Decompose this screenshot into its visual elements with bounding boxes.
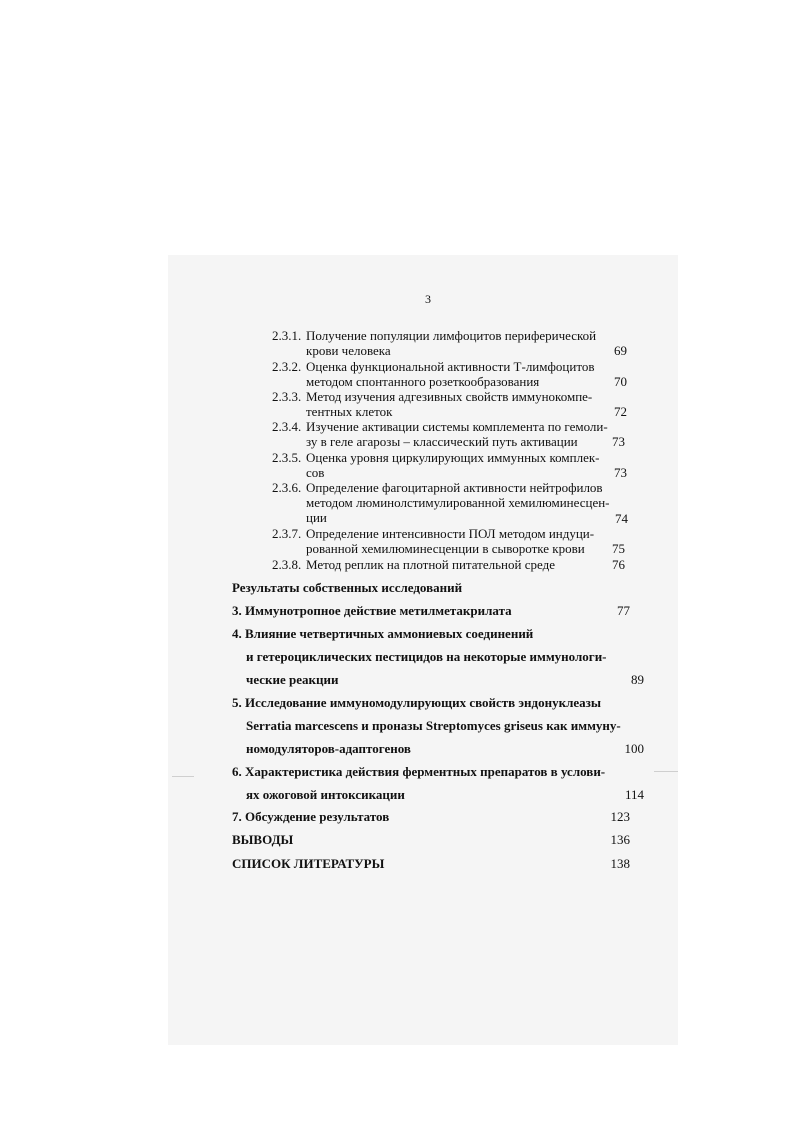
entry-line: Оценка функциональной активности Т-лимфоцитов bbox=[306, 359, 595, 374]
entry-line: тентных клеток bbox=[306, 404, 393, 419]
page-ref: 100 bbox=[624, 741, 644, 756]
page-ref: 77 bbox=[617, 603, 630, 618]
entry-line: методом спонтанного розеткообразования bbox=[306, 374, 540, 389]
toc-entry-chapter-5[interactable] bbox=[232, 695, 630, 710]
entry-line: Определение интенсивности ПОЛ методом индуци- bbox=[306, 526, 595, 541]
toc-entry-chapter-7[interactable] bbox=[232, 809, 630, 824]
chapter-title-line: 4. Влияние четвертичных аммониевых соединений bbox=[232, 626, 534, 641]
toc-entry-chapter-4[interactable] bbox=[232, 626, 630, 641]
entry-line: зу в геле агарозы – классический путь активации bbox=[306, 434, 578, 449]
page-ref: 73 bbox=[612, 434, 625, 449]
chapter-4-line-2 bbox=[232, 649, 644, 664]
chapter-title-line: и гетероциклических пестицидов на некоторые иммунологи- bbox=[246, 649, 607, 664]
page-ref: 73 bbox=[614, 465, 627, 480]
chapter-title-line: 5. Исследование иммуномодулирующих свойств эндонуклеазы bbox=[232, 695, 602, 710]
entry-line: Получение популяции лимфоцитов периферической bbox=[306, 328, 597, 343]
entry-line: Определение фагоцитарной активности нейтрофилов bbox=[306, 480, 603, 495]
section-number: 2.3.5. bbox=[272, 450, 302, 465]
section-number: 2.3.1. bbox=[272, 328, 302, 343]
entry-line: методом люминолстимулированной хемилюминесцен- bbox=[306, 495, 610, 510]
entry-line: рованной хемилюминесценции в сыворотке крови bbox=[306, 541, 585, 556]
scan-mark-right bbox=[654, 771, 678, 772]
chapter-5-line-2 bbox=[232, 718, 644, 733]
chapter-title-line: Serratia marcescens и проназы Streptomyces griseus как иммуну- bbox=[246, 718, 621, 733]
section-number: 2.3.8. bbox=[272, 557, 302, 572]
chapter-4-line-3 bbox=[232, 672, 644, 687]
section-number: 2.3.7. bbox=[272, 526, 302, 541]
page-ref: 74 bbox=[615, 511, 628, 526]
toc-entry-conclusions[interactable] bbox=[232, 832, 630, 847]
page-number: 3 bbox=[425, 292, 431, 306]
toc-entry-chapter-3[interactable] bbox=[232, 603, 630, 618]
section-number: 2.3.4. bbox=[272, 419, 302, 434]
chapter-title: 3. Иммунотропное действие метилметакрилата bbox=[232, 603, 512, 618]
entry-line: Оценка уровня циркулирующих иммунных комплек- bbox=[306, 450, 600, 465]
page-ref: 136 bbox=[610, 832, 630, 847]
page-ref: 70 bbox=[614, 374, 627, 389]
chapter-title: СПИСОК ЛИТЕРАТУРЫ bbox=[232, 856, 385, 871]
entry-line: сов bbox=[306, 465, 325, 480]
chapter-title-line: номодуляторов-адаптогенов bbox=[246, 741, 411, 756]
page-ref: 72 bbox=[614, 404, 627, 419]
chapter-5-line-3 bbox=[232, 741, 644, 756]
scan-mark-left bbox=[172, 776, 194, 777]
chapter-title-line: 6. Характеристика действия ферментных препаратов в услови- bbox=[232, 764, 606, 779]
page-ref: 138 bbox=[610, 856, 630, 871]
page-ref: 123 bbox=[610, 809, 630, 824]
chapter-title-line: ях ожоговой интоксикации bbox=[246, 787, 405, 802]
chapter-6-line-2 bbox=[232, 787, 644, 802]
chapter-title-line: ческие реакции bbox=[246, 672, 339, 687]
page-ref: 76 bbox=[612, 557, 625, 572]
entry-line: крови человека bbox=[306, 343, 391, 358]
entry-line: Метод изучения адгезивных свойств иммунокомпе- bbox=[306, 389, 593, 404]
toc-entry-references[interactable] bbox=[232, 856, 630, 871]
section-number: 2.3.2. bbox=[272, 359, 302, 374]
page-ref: 89 bbox=[631, 672, 644, 687]
section-number: 2.3.6. bbox=[272, 480, 302, 495]
entry-line: ции bbox=[306, 510, 327, 525]
page-ref: 114 bbox=[624, 787, 644, 802]
page-ref: 69 bbox=[614, 343, 627, 358]
page-ref: 75 bbox=[612, 541, 625, 556]
entry-line: Метод реплик на плотной питательной среде bbox=[306, 557, 555, 572]
results-heading: Результаты собственных исследований bbox=[232, 580, 463, 595]
chapter-title: ВЫВОДЫ bbox=[232, 832, 294, 847]
toc-entry-chapter-6[interactable] bbox=[232, 764, 630, 779]
section-number: 2.3.3. bbox=[272, 389, 302, 404]
chapter-title: 7. Обсуждение результатов bbox=[232, 809, 390, 824]
entry-line: Изучение активации системы комплемента по гемоли- bbox=[306, 419, 608, 434]
